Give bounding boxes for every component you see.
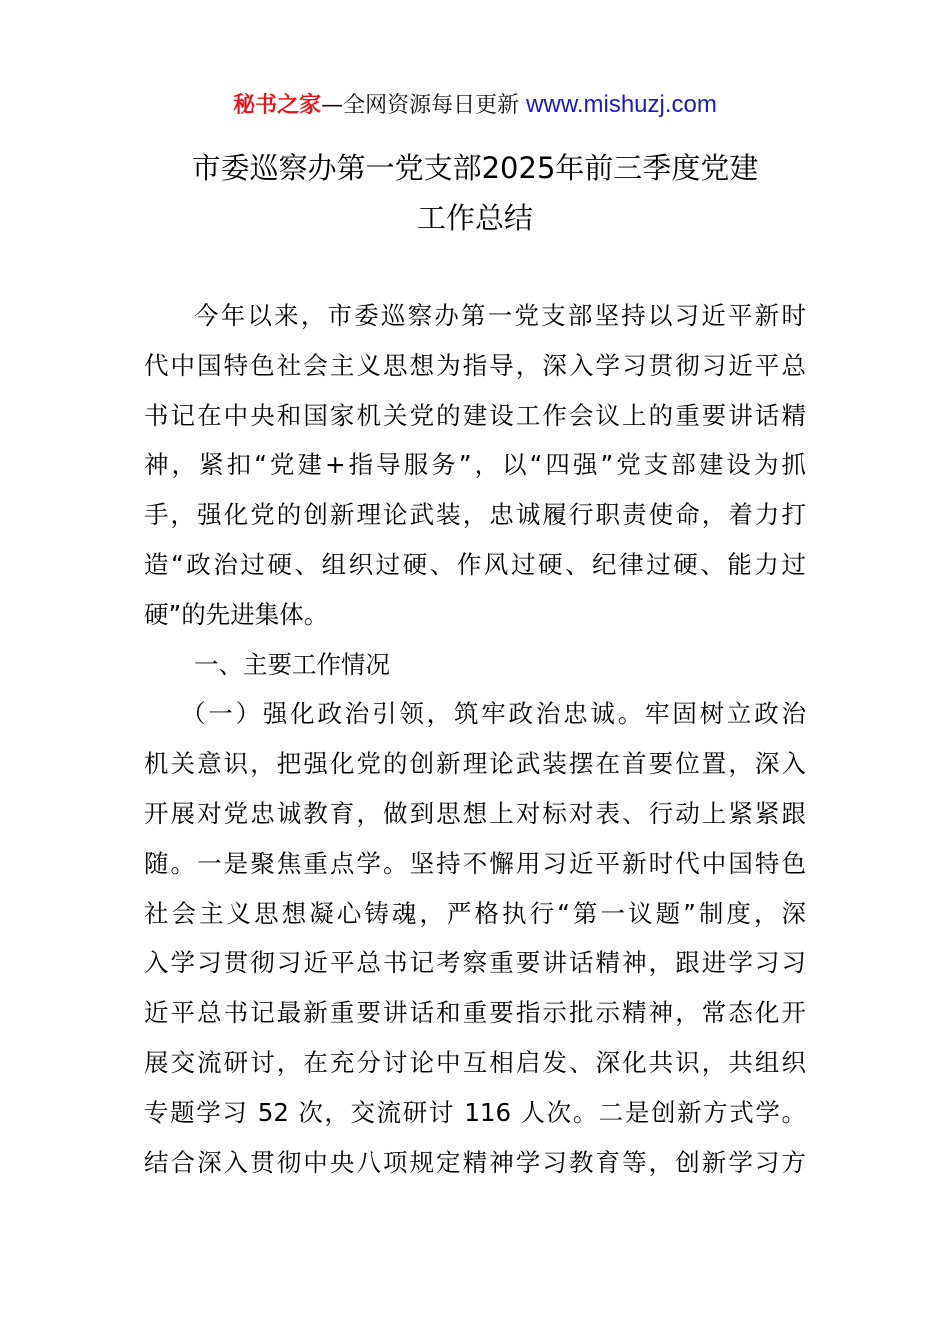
paragraph-political-leadership [144, 689, 806, 1187]
text-line: 机关意识，把强化党的创新理论武装摆在首要位置，深入 [144, 749, 806, 779]
text-line: 今年以来，市委巡察办第一党支部坚持以习近平新时 [194, 301, 806, 330]
text-line: 造“政治过硬、组织过硬、作风过硬、纪律过硬、能力过 [144, 549, 806, 579]
document-title [0, 143, 950, 243]
text-line: （一）强化政治引领，筑牢政治忠诚。牢固树立政治 [181, 699, 806, 729]
text-line: 硬”的先进集体。 [144, 599, 329, 629]
title-line-2: 工作总结 [416, 201, 533, 235]
brand-slogan: —全网资源每日更新 [321, 93, 527, 118]
text-line: 随。一是聚焦重点学。坚持不懈用习近平新时代中国特色 [144, 848, 806, 878]
site-watermark-header [0, 88, 950, 123]
text-line: 专题学习 52 次，交流研讨 116 人次。二是创新方式学。 [144, 1097, 806, 1127]
text-line: 开展对党忠诚教育，做到思想上对标对表、行动上紧紧跟 [144, 798, 806, 828]
text-line: 入学习贯彻习近平总书记考察重要讲话精神，跟进学习习 [144, 948, 806, 978]
site-url-link[interactable]: www.mishuzj.com [526, 91, 717, 118]
title-line-1: 市委巡察办第一党支部2025年前三季度党建 [191, 151, 759, 185]
text-line: 书记在中央和国家机关党的建设工作会议上的重要讲话精 [144, 400, 806, 430]
text-line: 神，紧扣“党建+指导服务”，以“四强”党支部建设为抓 [144, 450, 806, 480]
text-line: 结合深入贯彻中央八项规定精神学习教育等，创新学习方 [144, 1147, 806, 1177]
text-line: 代中国特色社会主义思想为指导，深入学习贯彻习近平总 [144, 350, 806, 380]
section-heading: 一、主要工作情况 [194, 649, 390, 679]
text-line: 展交流研讨，在充分讨论中互相启发、深化共识，共组织 [144, 1047, 806, 1077]
document-body [144, 291, 806, 1187]
text-line: 社会主义思想凝心铸魂，严格执行“第一议题”制度，深 [144, 898, 806, 928]
brand-name: 秘书之家 [233, 93, 322, 118]
paragraph-intro [144, 291, 806, 640]
text-line: 手，强化党的创新理论武装，忠诚履行职责使命，着力打 [144, 500, 806, 530]
text-line: 近平总书记最新重要讲话和重要指示批示精神，常态化开 [144, 998, 806, 1028]
